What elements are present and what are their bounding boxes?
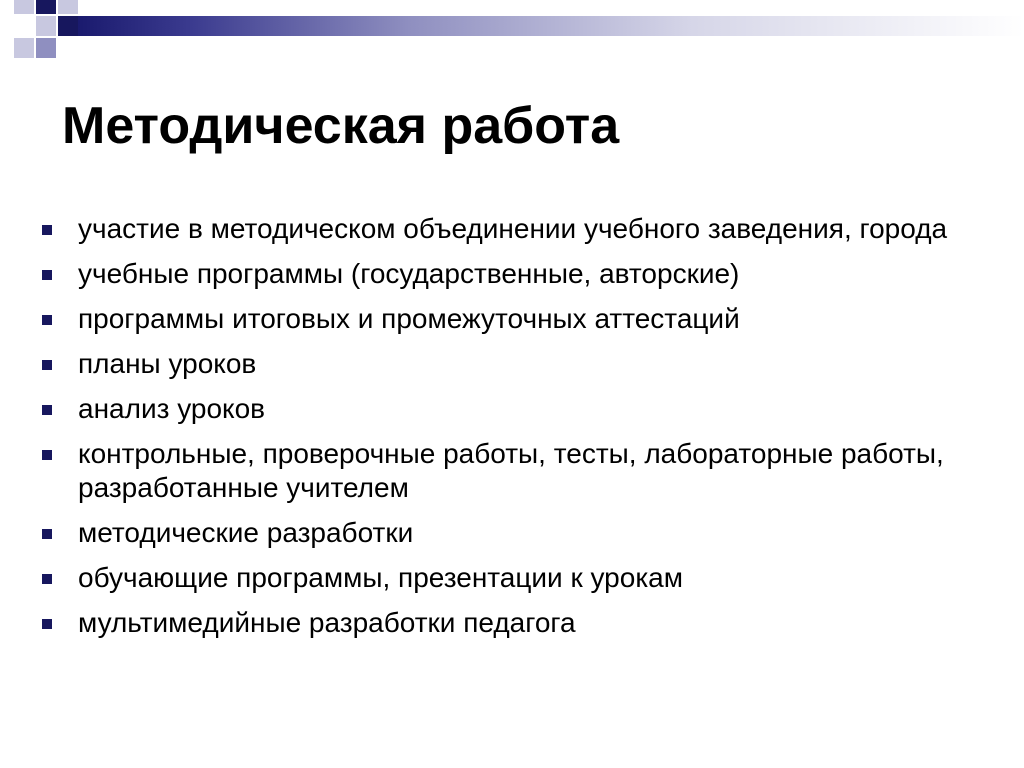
decor-square bbox=[14, 0, 34, 14]
decor-square bbox=[14, 38, 34, 58]
square-bullet-icon bbox=[42, 270, 52, 280]
list-item bbox=[40, 212, 1000, 246]
decor-square bbox=[36, 38, 56, 58]
slide-title: Методическая работа bbox=[62, 97, 620, 155]
decor-square bbox=[58, 16, 78, 36]
list-item bbox=[40, 257, 1000, 291]
list-item bbox=[40, 606, 1000, 640]
list-item-text: методические разработки bbox=[78, 517, 414, 548]
list-item-text: программы итоговых и промежуточных аттестаций bbox=[78, 303, 740, 334]
square-bullet-icon bbox=[42, 574, 52, 584]
list-item bbox=[40, 561, 1000, 595]
list-item bbox=[40, 302, 1000, 336]
square-bullet-icon bbox=[42, 529, 52, 539]
list-item-text: обучающие программы, презентации к урокам bbox=[78, 562, 684, 593]
decor-square bbox=[36, 16, 56, 36]
list-item bbox=[40, 516, 1000, 550]
square-bullet-icon bbox=[42, 450, 52, 460]
list-item-text: анализ уроков bbox=[78, 393, 266, 424]
square-bullet-icon bbox=[42, 405, 52, 415]
list-item-text: участие в методическом объединении учебного заведения, города bbox=[78, 213, 948, 244]
decor-square bbox=[36, 0, 56, 14]
square-bullet-icon bbox=[42, 225, 52, 235]
list-item bbox=[40, 437, 1000, 505]
list-item-text: мультимедийные разработки педагога bbox=[78, 607, 576, 638]
list-item-text: планы уроков bbox=[78, 348, 257, 379]
square-bullet-icon bbox=[42, 360, 52, 370]
list-item-text: контрольные, проверочные работы, тесты, лабораторные работы, разработанные учителем bbox=[78, 438, 944, 503]
list-item bbox=[40, 347, 1000, 381]
square-bullet-icon bbox=[42, 315, 52, 325]
decor-square bbox=[58, 0, 78, 14]
list-item-text: учебные программы (государственные, авторские) bbox=[78, 258, 740, 289]
list-item bbox=[40, 392, 1000, 426]
header-decoration bbox=[0, 0, 1024, 58]
gradient-bar bbox=[78, 16, 1024, 36]
square-bullet-icon bbox=[42, 619, 52, 629]
bullet-list bbox=[40, 212, 1000, 651]
